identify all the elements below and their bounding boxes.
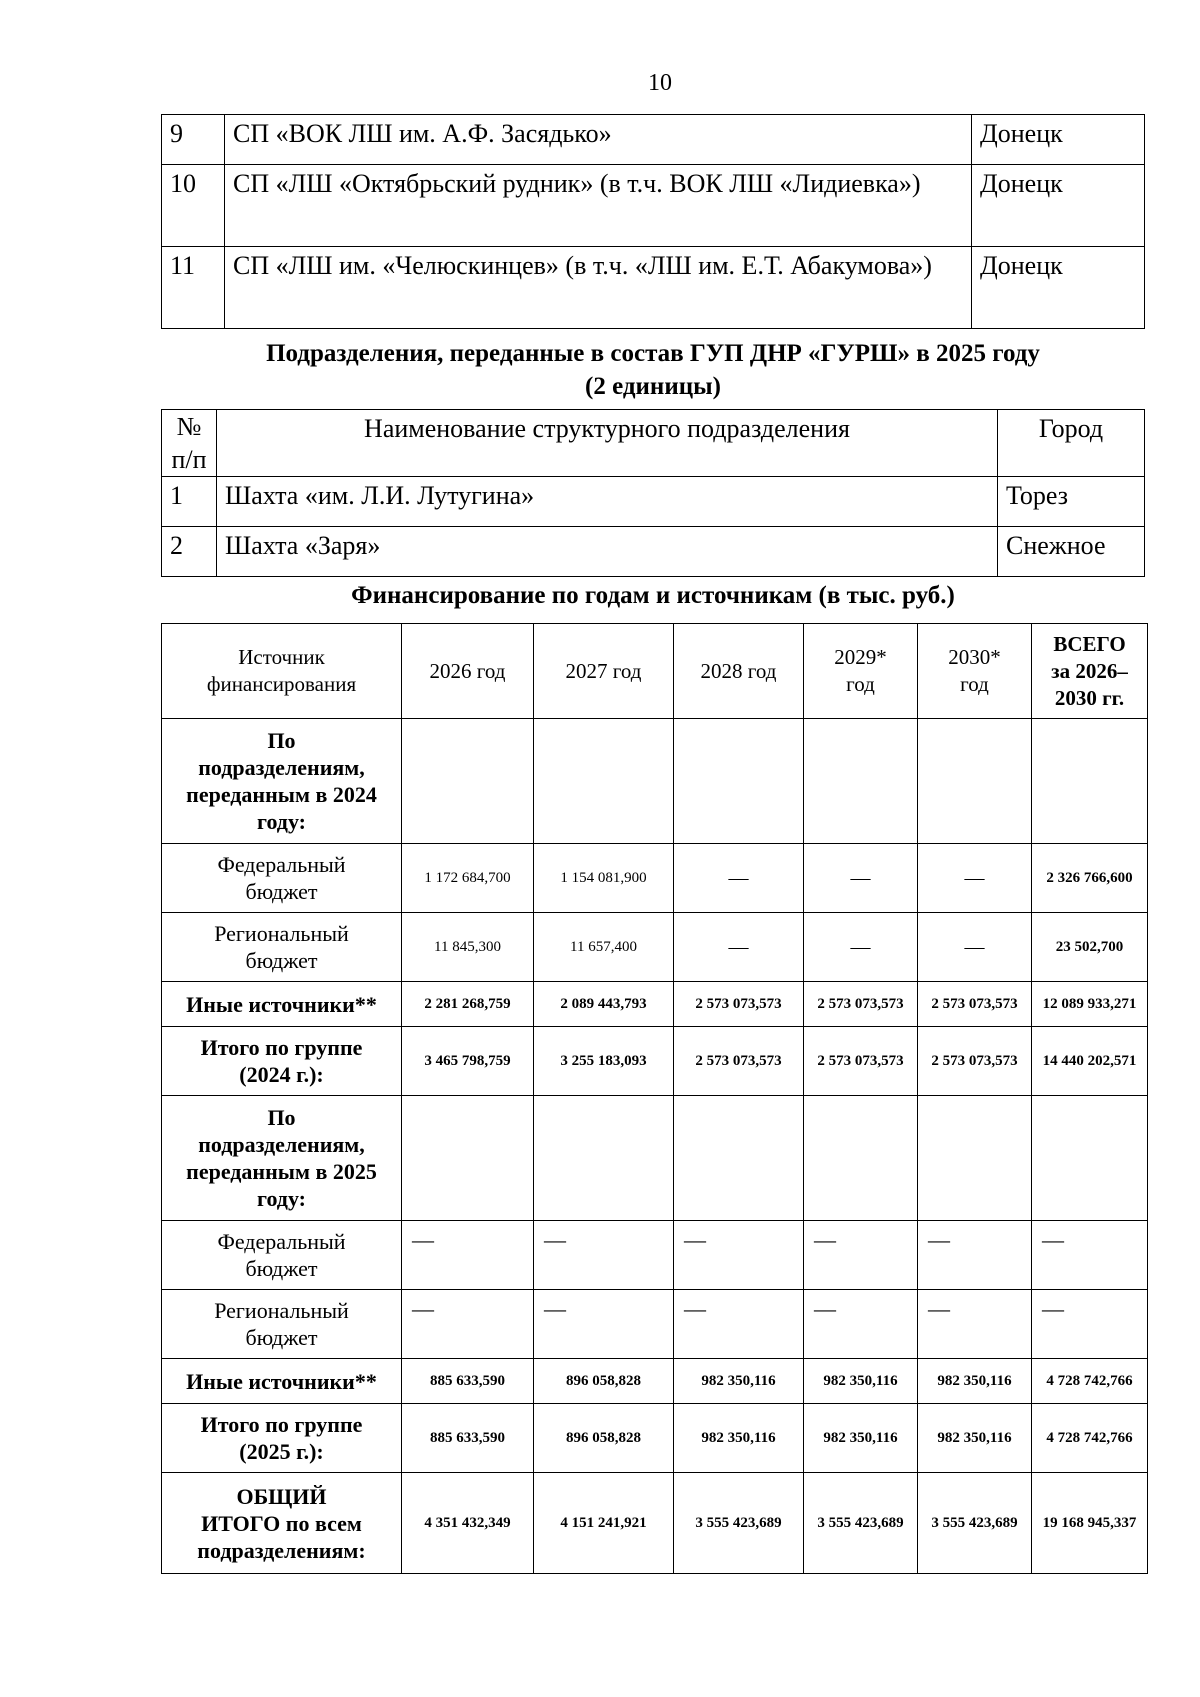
- value-cell: 2 573 073,573: [918, 1027, 1032, 1096]
- table-row: [162, 844, 1148, 913]
- group-2024-label: [162, 719, 402, 844]
- label-text: ИТОГО по всем: [201, 1510, 362, 1536]
- header-text: 2030 гг.: [1054, 685, 1125, 710]
- value-cell: 1 172 684,700: [402, 844, 534, 913]
- total-cell: 2 326 766,600: [1032, 844, 1148, 913]
- header-text: за 2026–: [1051, 658, 1128, 683]
- label-text: переданным в 2025: [186, 1159, 377, 1184]
- header-total: [1032, 624, 1148, 719]
- label-text: переданным в 2024: [186, 782, 377, 807]
- label-text: ОБЩИЙ: [236, 1483, 327, 1509]
- table-row: [162, 477, 1145, 527]
- table-row: [162, 913, 1148, 982]
- empty-cell: [402, 1096, 534, 1221]
- page-number: 10: [648, 70, 672, 96]
- label-text: подразделениям:: [197, 1537, 366, 1563]
- table-row: [162, 1221, 1148, 1290]
- federal-budget-label: [162, 844, 402, 913]
- value-cell: 4 151 241,921: [534, 1473, 674, 1574]
- table-row: [162, 1027, 1148, 1096]
- header-text: №: [176, 412, 202, 441]
- city: Донецк: [972, 115, 1145, 165]
- value-cell: —: [402, 1221, 534, 1290]
- value-cell: —: [674, 1290, 804, 1359]
- label-text: бюджет: [245, 948, 318, 973]
- label-text: бюджет: [245, 1325, 318, 1350]
- table-row: [162, 1359, 1148, 1404]
- value-cell: —: [674, 1221, 804, 1290]
- other-sources-label: Иные источники**: [162, 1359, 402, 1404]
- value-cell: —: [804, 844, 918, 913]
- label-text: бюджет: [245, 879, 318, 904]
- value-cell: 1 154 081,900: [534, 844, 674, 913]
- empty-cell: [674, 1096, 804, 1221]
- value-cell: 982 350,116: [804, 1359, 918, 1404]
- total-cell: 4 728 742,766: [1032, 1359, 1148, 1404]
- value-cell: 3 255 183,093: [534, 1027, 674, 1096]
- header-name: Наименование структурного подразделения: [217, 410, 998, 477]
- value-cell: 3 555 423,689: [674, 1473, 804, 1574]
- row-number: 2: [162, 527, 217, 577]
- value-cell: 982 350,116: [918, 1404, 1032, 1473]
- header-city: Город: [998, 410, 1145, 477]
- header-text: Источник: [238, 645, 325, 669]
- group-total-label: [162, 1404, 402, 1473]
- value-cell: 3 555 423,689: [804, 1473, 918, 1574]
- value-cell: —: [918, 1290, 1032, 1359]
- header-number: [162, 410, 217, 477]
- row-number: 1: [162, 477, 217, 527]
- value-cell: 896 058,828: [534, 1404, 674, 1473]
- group-2025-label: [162, 1096, 402, 1221]
- total-cell: 23 502,700: [1032, 913, 1148, 982]
- table-row: [162, 982, 1148, 1027]
- label-text: По: [267, 728, 296, 753]
- value-cell: —: [402, 1290, 534, 1359]
- empty-cell: [918, 719, 1032, 844]
- value-cell: 2 573 073,573: [674, 982, 804, 1027]
- value-cell: —: [804, 1290, 918, 1359]
- value-cell: 2 573 073,573: [674, 1027, 804, 1096]
- value-cell: 11 845,300: [402, 913, 534, 982]
- value-cell: —: [804, 1221, 918, 1290]
- header-2026: 2026 год: [402, 624, 534, 719]
- empty-cell: [674, 719, 804, 844]
- table-header-row: [162, 410, 1145, 477]
- row-number: 9: [162, 115, 225, 165]
- empty-cell: [402, 719, 534, 844]
- header-2027: 2027 год: [534, 624, 674, 719]
- label-text: Итого по группе: [200, 1412, 363, 1437]
- value-cell: —: [534, 1221, 674, 1290]
- section-heading-line: Подразделения, переданные в состав ГУП ДНР «ГУРШ» в 2025 году: [266, 340, 1040, 367]
- label-text: (2025 г.):: [239, 1439, 324, 1464]
- value-cell: —: [918, 913, 1032, 982]
- financing-table: [161, 623, 1148, 1574]
- label-text: подразделениям,: [198, 1132, 365, 1157]
- value-cell: 885 633,590: [402, 1404, 534, 1473]
- row-number: 10: [162, 165, 225, 247]
- unit-name: СП «ЛШ «Октябрьский рудник» (в т.ч. ВОК ЛШ «Лидиевка»): [225, 165, 972, 247]
- city: Снежное: [998, 527, 1145, 577]
- regional-budget-label: [162, 913, 402, 982]
- header-2028: 2028 год: [674, 624, 804, 719]
- table-row: [162, 1404, 1148, 1473]
- value-cell: —: [674, 844, 804, 913]
- value-cell: 896 058,828: [534, 1359, 674, 1404]
- header-2030: [918, 624, 1032, 719]
- value-cell: 4 351 432,349: [402, 1473, 534, 1574]
- grand-total-label: [162, 1473, 402, 1574]
- units-table-continued: [161, 114, 1145, 329]
- regional-budget-label: [162, 1290, 402, 1359]
- total-cell: 19 168 945,337: [1032, 1473, 1148, 1574]
- group-header-row: [162, 1096, 1148, 1221]
- value-cell: 2 281 268,759: [402, 982, 534, 1027]
- value-cell: 982 350,116: [804, 1404, 918, 1473]
- city: Донецк: [972, 165, 1145, 247]
- section-heading: [161, 337, 1145, 403]
- city: Донецк: [972, 247, 1145, 329]
- units-2025-table: [161, 409, 1145, 577]
- table-row: [162, 1290, 1148, 1359]
- table-row: [162, 527, 1145, 577]
- label-text: Федеральный: [217, 1229, 346, 1254]
- header-2029: [804, 624, 918, 719]
- value-cell: —: [918, 844, 1032, 913]
- total-cell: —: [1032, 1221, 1148, 1290]
- empty-cell: [534, 1096, 674, 1221]
- label-text: По: [267, 1105, 296, 1130]
- label-text: (2024 г.):: [239, 1062, 324, 1087]
- total-cell: 14 440 202,571: [1032, 1027, 1148, 1096]
- value-cell: 3 555 423,689: [918, 1473, 1032, 1574]
- header-text: финансирования: [206, 672, 357, 696]
- section-heading-line: (2 единицы): [585, 373, 721, 400]
- value-cell: 2 573 073,573: [804, 982, 918, 1027]
- label-text: Федеральный: [217, 852, 346, 877]
- header-text: год: [846, 672, 875, 696]
- value-cell: 2 573 073,573: [918, 982, 1032, 1027]
- header-source: [162, 624, 402, 719]
- label-text: году:: [257, 809, 306, 834]
- value-cell: —: [674, 913, 804, 982]
- header-text: п/п: [171, 445, 207, 474]
- table-row: [162, 165, 1145, 247]
- value-cell: —: [804, 913, 918, 982]
- row-number: 11: [162, 247, 225, 329]
- value-cell: 11 657,400: [534, 913, 674, 982]
- empty-cell: [804, 719, 918, 844]
- value-cell: 885 633,590: [402, 1359, 534, 1404]
- value-cell: 2 573 073,573: [804, 1027, 918, 1096]
- federal-budget-label: [162, 1221, 402, 1290]
- empty-cell: [534, 719, 674, 844]
- value-cell: 3 465 798,759: [402, 1027, 534, 1096]
- header-text: 2029*: [834, 645, 887, 669]
- table-row: [162, 115, 1145, 165]
- table-header-row: [162, 624, 1148, 719]
- header-text: 2030*: [948, 645, 1001, 669]
- total-cell: 4 728 742,766: [1032, 1404, 1148, 1473]
- label-text: бюджет: [245, 1256, 318, 1281]
- total-cell: 12 089 933,271: [1032, 982, 1148, 1027]
- grand-total-row: [162, 1473, 1148, 1574]
- group-header-row: [162, 719, 1148, 844]
- group-total-label: [162, 1027, 402, 1096]
- total-cell: —: [1032, 1290, 1148, 1359]
- header-text: год: [960, 672, 989, 696]
- empty-cell: [918, 1096, 1032, 1221]
- unit-name: СП «ЛШ им. «Челюскинцев» (в т.ч. «ЛШ им. Е.Т. Абакумова»): [225, 247, 972, 329]
- financing-heading: Финансирование по годам и источникам (в тыс. руб.): [351, 582, 955, 609]
- value-cell: —: [918, 1221, 1032, 1290]
- value-cell: 982 350,116: [674, 1404, 804, 1473]
- unit-name: Шахта «им. Л.И. Лутугина»: [217, 477, 998, 527]
- unit-name: Шахта «Заря»: [217, 527, 998, 577]
- empty-cell: [804, 1096, 918, 1221]
- value-cell: 982 350,116: [674, 1359, 804, 1404]
- label-text: Региональный: [214, 1298, 349, 1323]
- label-text: подразделениям,: [198, 755, 365, 780]
- value-cell: 2 089 443,793: [534, 982, 674, 1027]
- city: Торез: [998, 477, 1145, 527]
- label-text: Региональный: [214, 921, 349, 946]
- value-cell: —: [534, 1290, 674, 1359]
- empty-cell: [1032, 719, 1148, 844]
- value-cell: 982 350,116: [918, 1359, 1032, 1404]
- unit-name: СП «ВОК ЛШ им. А.Ф. Засядько»: [225, 115, 972, 165]
- table-row: [162, 247, 1145, 329]
- empty-cell: [1032, 1096, 1148, 1221]
- header-text: ВСЕГО: [1053, 631, 1126, 656]
- label-text: Итого по группе: [200, 1035, 363, 1060]
- label-text: году:: [257, 1186, 306, 1211]
- other-sources-label: Иные источники**: [162, 982, 402, 1027]
